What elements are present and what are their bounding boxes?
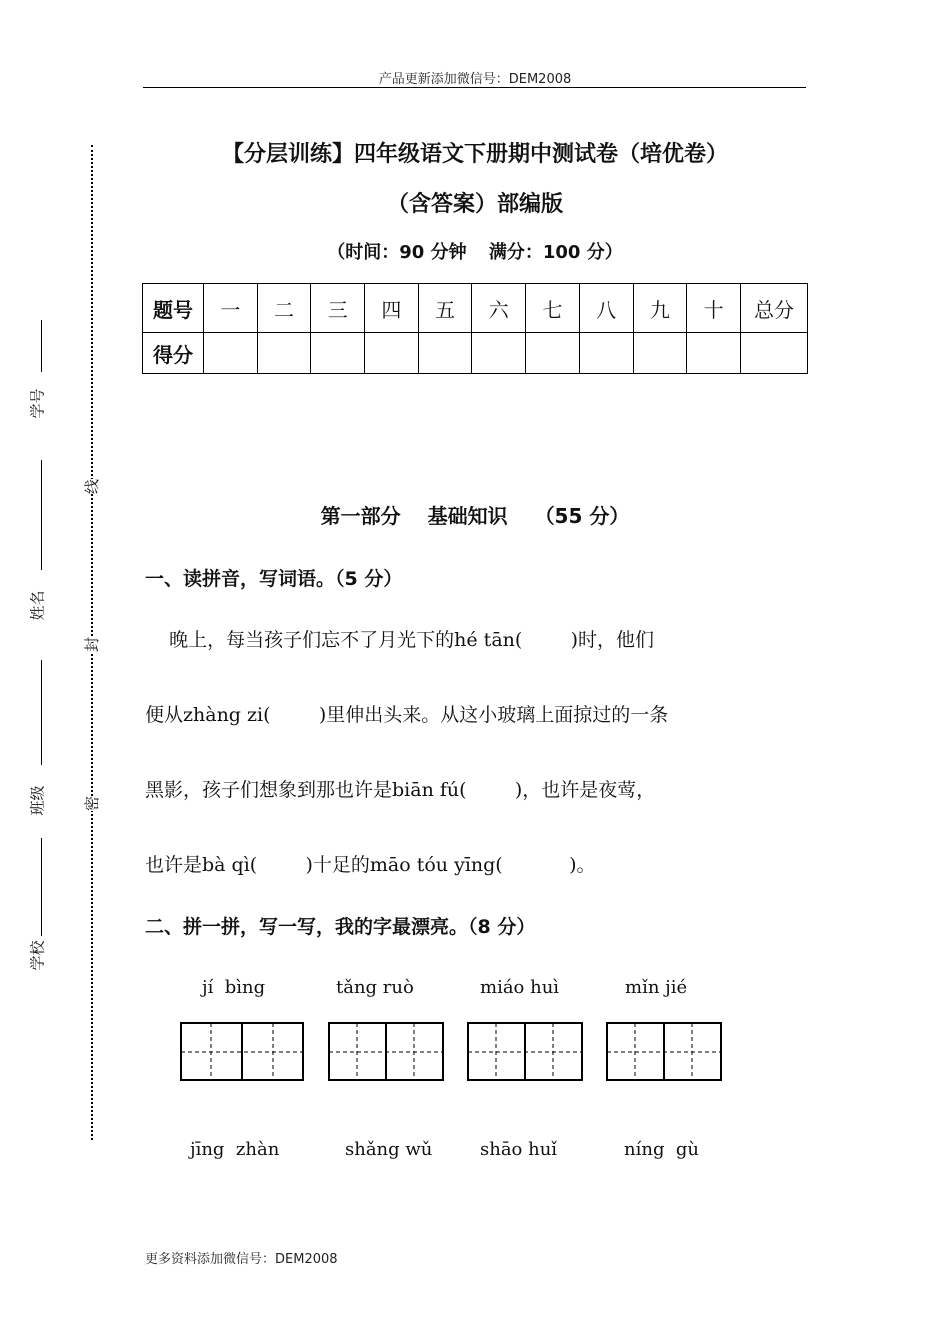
pinyin-word-7: shāo huǐ [480,1139,558,1160]
score-header-cell: 六 [472,284,526,333]
pinyin-word-5: jīng zhàn [190,1139,280,1160]
part1-title [0,500,950,529]
side-label-class: 班级 [28,785,47,816]
page-header-text: 产品更新添加微信号：DEM2008 [378,72,572,87]
question1-line2: 便从zhàng zi( )里伸出头来。从这小玻璃上面掠过的一条 [145,704,669,726]
header-rule [143,87,806,88]
score-header-cell: 总分 [741,284,808,333]
side-blank-number [41,320,42,372]
exam-full-score: 满分：100 分） [488,242,623,263]
score-cell[interactable] [687,333,741,374]
pinyin-word-8: níng gù [624,1139,700,1160]
side-label-name: 姓名 [28,590,47,621]
score-header-cell: 八 [579,284,633,333]
side-label-number: 学号 [28,388,47,419]
score-header-cell: 三 [311,284,365,333]
pinyin-word-6: shǎng wǔ [345,1139,433,1160]
score-header-cell: 十 [687,284,741,333]
exam-title-line1: 【分层训练】四年级语文下册期中测试卷（培优卷） [221,142,728,167]
score-header-cell: 一 [204,284,258,333]
exam-time: （时间：90 分钟 [327,242,467,263]
pinyin-word-4: mǐn jié [625,977,688,998]
page-footer-text: 更多资料添加微信号：DEM2008 [145,1252,338,1267]
question2-title: 二、拼一拼，写一写，我的字最漂亮。（8 分） [145,916,536,938]
part1-title-c: （55 分） [534,504,630,528]
question1-title: 一、读拼音，写词语。（5 分） [145,568,403,590]
score-cell[interactable] [579,333,633,374]
score-table-header-row [143,284,808,333]
part1-title-a: 第一部分 [320,504,401,528]
score-cell[interactable] [526,333,580,374]
score-cell[interactable] [311,333,365,374]
score-cell[interactable] [633,333,687,374]
side-blank-class [41,660,42,765]
score-header-cell: 四 [365,284,419,333]
side-mark-xian: 线 [83,478,102,495]
pinyin-word-3: miáo huì [480,977,560,998]
side-mark-mi: 密 [83,795,102,812]
side-mark-feng: 封 [83,636,102,653]
exam-title-line2: （含答案）部编版 [386,192,563,217]
writing-grid-1[interactable] [180,1022,304,1082]
side-blank-school [41,838,42,936]
question1-line1: 晚上，每当孩子们忘不了月光下的hé tān( )时，他们 [145,629,655,651]
score-cell[interactable] [418,333,472,374]
score-header-cell: 五 [418,284,472,333]
score-cell[interactable] [741,333,808,374]
score-table [142,283,808,374]
question1-line4: 也许是bà qì( )十足的māo tóu yīng( )。 [145,854,596,876]
score-header-cell: 九 [633,284,687,333]
score-cell[interactable] [365,333,419,374]
score-cell[interactable] [204,333,258,374]
score-table-score-row [143,333,808,374]
pinyin-word-2: tǎng ruò [336,977,414,998]
part1-title-b: 基础知识 [427,504,508,528]
score-header-cell: 题号 [143,284,204,333]
side-label-school: 学校 [28,940,47,971]
pinyin-word-1: jí bìng [202,977,266,998]
score-header-cell: 七 [526,284,580,333]
score-row-label: 得分 [143,333,204,374]
writing-grid-3[interactable] [467,1022,583,1082]
exam-time-info [0,238,950,264]
writing-grid-4[interactable] [606,1022,722,1082]
question1-line3: 黑影，孩子们想象到那也许是biān fú( )，也许是夜莺， [145,779,656,801]
score-header-cell: 二 [257,284,311,333]
score-cell[interactable] [257,333,311,374]
writing-grid-2[interactable] [328,1022,444,1082]
score-cell[interactable] [472,333,526,374]
